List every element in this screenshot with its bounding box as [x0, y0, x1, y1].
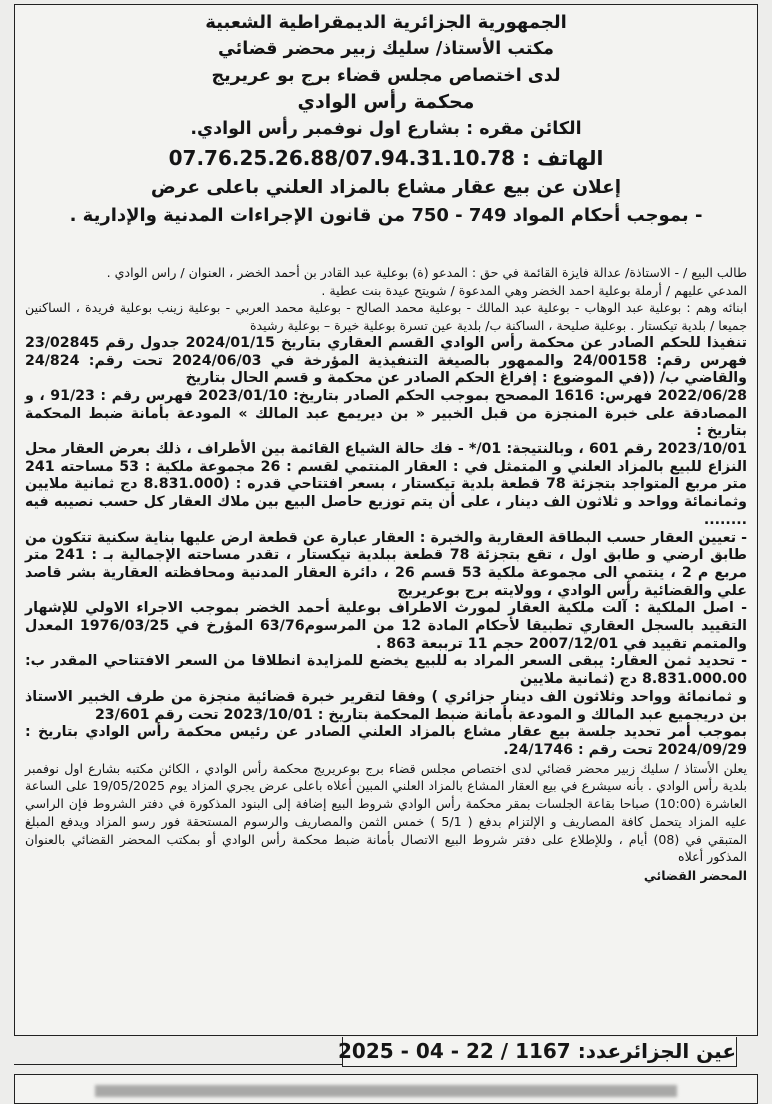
cropped-text [95, 1085, 677, 1097]
seller-paragraph: طالب البيع / - الاستاذة/ عدالة فايزة القائمة في حق : المدعو (ة) بوعلية عبد القادر بن أحمد الخضر ، العنوان / راس الوادي . [106, 265, 747, 280]
jurisdiction-line: لدى اختصاص مجلس قضاء برج بو عريريج [211, 65, 561, 86]
defendants-paragraph: المدعي عليهم / أرملة بوعلية احمد الخضر وهي المدعوة / شويتح عيدة بنت عطية . [321, 282, 747, 298]
office-address: الكائن مقره : بشارع اول نوفمبر رأس الوادي. [190, 119, 582, 139]
heirs-paragraph: ابنائه وهم : بوعلية عبد الوهاب - بوعلية عبد المالك - بوعلية محمد الصالح - بوعلية محمد العربي - بوعلية زينب بوعلية فريدة ، الساكنين جميعا / بلدية تيكستار . بوعلية صليحة ، الساكنة ب/ بلدية عين تسرة بوعلية خيرة – بوعلية رشيدة [25, 300, 747, 334]
notice-body [25, 264, 747, 885]
price-paragraph: - تحديد ثمن العقار: يبقى السعر المراد به للبيع يخضع للمزايدة انطلاقا من السعر الافتتاحي المقدر ب: 8.831.000.00 دج (ثمانية ملايين [25, 653, 747, 688]
hearing-order-paragraph: بموجب أمر تحديد جلسة بيع عقار مشاع بالمزاد العلني الصادر عن رئيس محكمة رأس الوادي بتاريخ : 2024/09/29 تحت رقم : 24/1746. [25, 724, 747, 758]
office-title: مكتب الأستاذ/ سليك زبير محضر قضائي [217, 39, 555, 59]
phone-line: الهاتف : 07.76.25.26.88/07.94.31.10.78 [168, 145, 604, 170]
legal-basis: - بموجب أحكام المواد 749 - 750 من قانون الإجراءات المدنية والإدارية . [69, 204, 703, 226]
property-description-paragraph: - تعيين العقار حسب البطاقة العقارية والخبرة : العقار عبارة عن قطعة ارض عليها بناية سكنية تتكون من طابق ارضي و طابق اول ، تقع بتجزئة 78 قطعة ببلدية تيكستار ، تقدر مساحته الإجمالية بـ : 241 متر مربع م 2 ، ينتمي الى مجموعة ملكية 53 قسم 26 ، دائرة العقار المدنية ومحافظته العقارية بشر قاصد علي والقضائية رأس الوادي ، وولايته برج بوعريريج [25, 529, 748, 599]
notice-box [14, 4, 758, 1036]
notice-title: إعلان عن بيع عقار مشاع بالمزاد العلني باعلى عرض [150, 176, 622, 198]
announcement-paragraph: يعلن الأستاذ / سليك زبير محضر قضائي لدى اختصاص مجلس قضاء برج بوعريريج محكمة رأس الوادي ، الكائن مكتبه بشارع اول نوفمبر بلدية رأس الوادي . بأنه سيشرع في بيع العقار المشاع بالمزاد العلني المبين أعلاه باعلى عرض يجري المزاد يوم 19/05/2025 على الساعة العاشرة (10:00) صباحا بقاعة الجلسات بمقر محكمة رأس الوادي شروط البيع إضافة إلى البنود المذكورة في دفتر الشروط فإن الراسي عليه المزاد يتحمل كافة المصاريف و الإلتزام بدفع ( 5/1 ) خمس الثمن والمصاريف والرسوم المستحقة فور رسو المزاد ويدفع المبلغ المتبقي في (08) أيام ، وللإطلاع على دفتر شروط البيع الاتصال بأمانة ضبط محكمة رأس الوادي أو بمكتب المحضر القضائي بالعنوان المذكور أعلاه [25, 760, 747, 865]
signature: المحضر القضائي [643, 867, 747, 883]
judgment-paragraph: تنفيذا للحكم الصادر عن محكمة رأس الوادي القسم العقاري بتاريخ 2024/01/15 جدول رقم 23/02845 فهرس رقم: 24/00158 والممهور بالصيغة التنفيذية المؤرخة في 2024/06/03 تحت رقم: 24/824 والقاضي ب/ ((في الموضوع : إفراغ الحكم الصادر عن محكمة و قسم الحال بتاريخ [25, 334, 748, 387]
court-name: محكمة رأس الوادي [297, 91, 475, 113]
sale-decision-paragraph: 2023/10/01 رقم 601 ، وبالنتيجة: 01/* - فك حالة الشياع القائمة بين الأطراف ، ذلك بعرض العقار محل النزاع للبيع بالمزاد العلني و المتمثل في : العقار المنتمي لقسم : 26 مجموعة ملكية : 53 مساحته 241 متر مربع المتواجد بتجزئة 78 قطعة بلدية تيكستار ، بسعر افتتاحي قدره : (8.831.000 دج ثمانية ملايين وثمانمائة وواحد و ثلاثون الف دينار ، على أن يتم توزيع حاصل البيع بين ملاك العقار كل حسب نصيبه فيه ........ [25, 441, 748, 528]
divider-line [14, 1064, 342, 1065]
expert-report-paragraph: و ثمانمائة وواحد وثلاثون الف دينار جزائري ) وفقا لتقرير خبرة قضائية منجزة من طرف الخبير الاستاذ بن دريجميع عبد المالك و المودعة بأمانة ضبط المحكمة بتاريخ : 2023/10/01 تحت رقم 23/601 [25, 688, 747, 723]
notice-header [15, 10, 757, 230]
judgment-continuation-paragraph: 2022/06/28 فهرس: 1616 المصحح بموجب الحكم الصادر بتاريخ: 2023/01/10 فهرس رقم : 91/23 ، و المصادقة على خبرة المنجزة من قبل الخبير « بن ديريمع عبد المالك » المودعة بأمانة ضبط المحكمة بتاريخ : [25, 387, 747, 440]
republic-title: الجمهورية الجزائرية الديمقراطية الشعبية [205, 12, 567, 33]
ownership-origin-paragraph: - اصل الملكية : آلت ملكية العقار لمورث الاطراف بوعلية أحمد الخضر بموجب الاجراء الاولي للإشهار التقييد بالسجل العقاري تطبيقا لأحكام المادة 12 من المرسوم63/76 المؤرخ في 1976/03/25 المعدل والمتمم تقييد في 2007/12/01 حجم 11 ترببعة 863 . [25, 600, 748, 652]
publication-reference: عين الجزائرعدد: 1167 / 22 - 04 - 2025 [342, 1037, 737, 1067]
next-notice-header [14, 1074, 758, 1104]
